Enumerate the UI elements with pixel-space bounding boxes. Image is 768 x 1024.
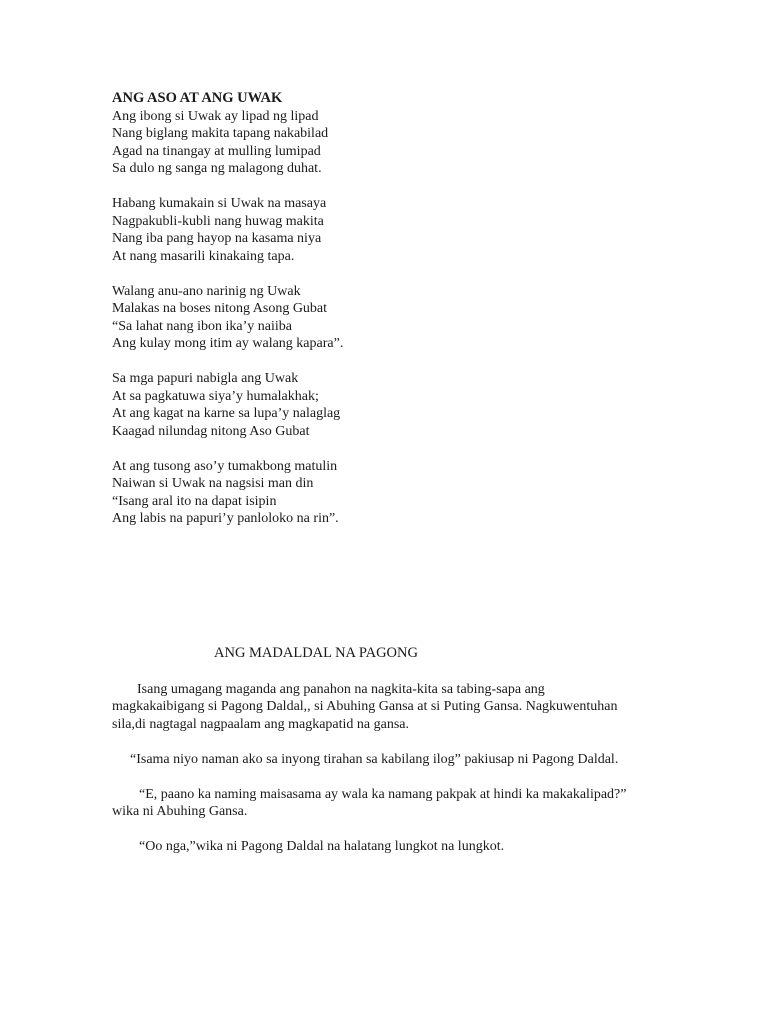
story-paragraph — [112, 838, 632, 856]
poem-line: Ang ibong si Uwak ay lipad ng lipad — [112, 108, 319, 124]
poem-stanza-2 — [112, 195, 632, 265]
poem-line: At ang tusong aso’y tumakbong matulin — [112, 458, 338, 474]
story-title: ANG MADALDAL NA PAGONG — [214, 645, 418, 661]
poem-stanza-3 — [112, 283, 632, 353]
poem-line: Malakas na boses nitong Asong Gubat — [112, 301, 328, 316]
paragraph-text: Isang umagang maganda ang panahon na nagkita-kita sa tabing-sapa ang magkakaibigang si Pagong Daldal,, si Abuhing Gansa at si Puting Gansa. Nagkuwentuhan sila,di nagtagal nagpaalam ang magkapatid na gansa. — [112, 681, 618, 732]
story-paragraph — [112, 751, 632, 769]
poem-line: Agad na tinangay at mulling lumipad — [112, 143, 321, 159]
paragraph-text: “E, paano ka naming maisasama ay wala ka namang pakpak at hindi ka makakalipad?” wika ni Abuhing Gansa. — [112, 786, 627, 819]
poem-stanza-1 — [112, 108, 632, 178]
poem-line: Nang biglang makita tapang nakabilad — [112, 126, 329, 141]
poem-line: Ang labis na papuri’y panloloko na rin”. — [112, 511, 339, 526]
poem-line: Walang anu-ano narinig ng Uwak — [112, 283, 301, 299]
poem-line: Nagpakubli-kubli nang huwag makita — [112, 213, 324, 229]
poem-line: “Isang aral ito na dapat isipin — [112, 493, 277, 509]
poem-title: ANG ASO AT ANG UWAK — [112, 90, 283, 106]
poem-stanza-5 — [112, 458, 632, 528]
poem-line: Sa mga papuri nabigla ang Uwak — [112, 371, 299, 386]
poem-line: Nang iba pang hayop na kasama niya — [112, 231, 322, 246]
paragraph-text: “Oo nga,”wika ni Pagong Daldal na halatang lungkot na lungkot. — [139, 839, 505, 854]
poem-line: At ang kagat na karne sa lupa’y nalaglag — [112, 406, 341, 421]
paragraph-text: “Isama niyo naman ako sa inyong tirahan sa kabilang ilog” pakiusap ni Pagong Daldal. — [130, 751, 619, 767]
poem-line: At sa pagkatuwa siya’y humalakhak; — [112, 388, 319, 404]
story-paragraph — [112, 786, 632, 821]
story-section — [112, 645, 632, 873]
poem-line: Naiwan si Uwak na nagsisi man din — [112, 476, 314, 491]
poem-stanza-4 — [112, 370, 632, 440]
poem-line: Kaagad nilundag nitong Aso Gubat — [112, 423, 310, 439]
poem-section — [112, 90, 632, 545]
poem-line: Habang kumakain si Uwak na masaya — [112, 196, 327, 211]
poem-line: “Sa lahat nang ibon ika’y naiiba — [112, 318, 292, 334]
story-paragraph — [112, 681, 632, 734]
poem-line: Sa dulo ng sanga ng malagong duhat. — [112, 161, 322, 176]
poem-line: Ang kulay mong itim ay walang kapara”. — [112, 336, 344, 351]
poem-line: At nang masarili kinakaing tapa. — [112, 248, 295, 264]
